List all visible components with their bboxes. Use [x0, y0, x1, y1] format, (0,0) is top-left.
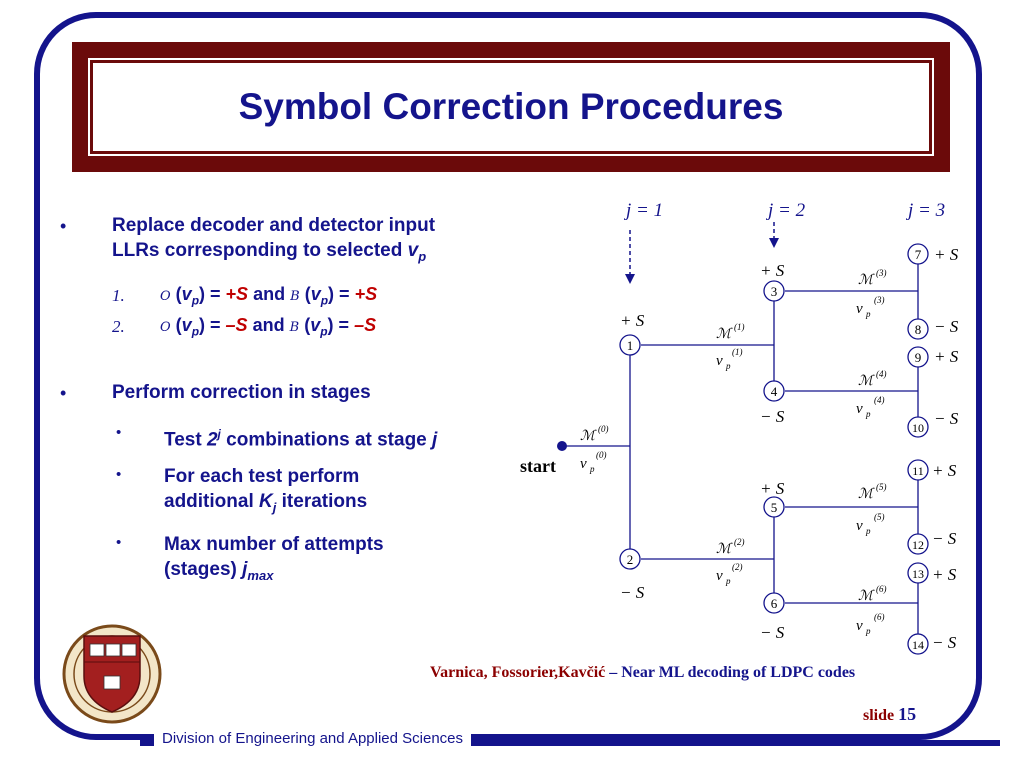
- svg-text:(0): (0): [598, 424, 609, 434]
- svg-text:− S: − S: [760, 623, 785, 642]
- svg-text:+ S: + S: [932, 461, 957, 480]
- stage-label-3: j = 3: [908, 200, 946, 221]
- svg-text:p: p: [866, 409, 871, 419]
- start-point: [557, 441, 567, 451]
- svg-text:v: v: [580, 456, 587, 472]
- page-title: Symbol Correction Procedures: [238, 86, 784, 127]
- stage-arrowhead-2: [769, 238, 779, 248]
- svg-text:(3): (3): [874, 295, 885, 305]
- svg-text:p: p: [866, 309, 871, 319]
- svg-text:p: p: [866, 626, 871, 636]
- svg-text:(6): (6): [876, 584, 887, 594]
- node-3: 3: [770, 284, 778, 299]
- svg-text:+ S: + S: [934, 347, 959, 366]
- node-10: 10: [912, 421, 924, 435]
- node-14: 14: [912, 638, 924, 652]
- svg-text:(0): (0): [596, 450, 607, 460]
- svg-text:ℳ: ℳ: [716, 327, 731, 342]
- svg-text:+ S: + S: [620, 311, 645, 330]
- start-label: start: [520, 456, 556, 476]
- svg-text:ℳ: ℳ: [858, 374, 873, 389]
- svg-text:v: v: [856, 618, 863, 634]
- sub-iterations: For each test perform additional $K_j$ iterations: [164, 466, 368, 515]
- slide-number: slide 15: [863, 704, 917, 724]
- svg-text:− S: − S: [934, 409, 959, 428]
- reference: Varnica, Fossorier,Kavčić – Near ML decoding of LDPC codes: [430, 664, 856, 681]
- node-1: 1: [626, 338, 634, 353]
- svg-text:v: v: [856, 518, 863, 534]
- svg-text:(2): (2): [734, 537, 745, 547]
- stage-label-1: j = 1: [626, 200, 664, 221]
- item-plus-s: O $(v_p) = +S$ and B $(v_p) = +S$: [160, 284, 378, 308]
- svg-text:− S: − S: [760, 407, 785, 426]
- svg-text:+ S: + S: [934, 245, 959, 264]
- stage-arrowhead-1: [625, 274, 635, 284]
- harvard-shield-logo: [64, 626, 160, 722]
- svg-text:(6): (6): [874, 612, 885, 622]
- svg-text:+ S: + S: [760, 479, 785, 498]
- node-4: 4: [770, 384, 778, 399]
- svg-text:p: p: [726, 361, 731, 371]
- node-6: 6: [770, 596, 778, 611]
- svg-text:v: v: [716, 353, 723, 369]
- svg-text:(1): (1): [734, 322, 745, 332]
- svg-text:(1): (1): [732, 347, 743, 357]
- svg-text:(3): (3): [876, 268, 887, 278]
- svg-text:ℳ: ℳ: [858, 589, 873, 604]
- item-minus-s: O $(v_p) = -S$ and B $(v_p) = -S$: [160, 315, 377, 339]
- svg-text:(4): (4): [874, 395, 885, 405]
- bullet-dot: •: [60, 216, 67, 236]
- node-13: 13: [912, 567, 924, 581]
- svg-text:ℳ: ℳ: [858, 273, 873, 288]
- node-8: 8: [914, 322, 922, 337]
- svg-text:ℳ: ℳ: [716, 542, 731, 557]
- bullet-replace: Replace decoder and detector input LLRs corresponding to selected $v_p$: [112, 215, 436, 264]
- node-5: 5: [770, 500, 778, 515]
- svg-text:− S: − S: [932, 529, 957, 548]
- node-7: 7: [914, 247, 922, 262]
- svg-text:− S: − S: [934, 317, 959, 336]
- svg-text:p: p: [590, 464, 595, 474]
- svg-text:(4): (4): [876, 369, 887, 379]
- stage-label-2: j = 2: [768, 200, 806, 221]
- svg-text:+ S: + S: [760, 261, 785, 280]
- svg-text:(5): (5): [876, 482, 887, 492]
- sub-test: Test 2$^j$ combinations at stage j: [164, 427, 438, 451]
- svg-text:p: p: [726, 576, 731, 586]
- svg-text:ℳ: ℳ: [858, 487, 873, 502]
- footer-text: Division of Engineering and Applied Sciences: [154, 730, 471, 747]
- bullet-dot: •: [60, 383, 67, 403]
- node-2: 2: [626, 552, 634, 567]
- svg-text:v: v: [716, 568, 723, 584]
- svg-text:− S: − S: [932, 633, 957, 652]
- bullet-stages: Perform correction in stages: [112, 382, 371, 403]
- svg-text:+ S: + S: [932, 565, 957, 584]
- svg-text:(5): (5): [874, 512, 885, 522]
- svg-text:(2): (2): [732, 562, 743, 572]
- svg-text:v: v: [856, 301, 863, 317]
- svg-text:ℳ: ℳ: [580, 429, 595, 444]
- node-9: 9: [914, 350, 922, 365]
- svg-text:p: p: [866, 526, 871, 536]
- node-11: 11: [912, 464, 924, 478]
- svg-text:− S: − S: [620, 583, 645, 602]
- node-12: 12: [912, 538, 924, 552]
- svg-text:v: v: [856, 401, 863, 417]
- sub-max-attempts: Max number of attempts (stages) $j_{max}$: [164, 534, 384, 583]
